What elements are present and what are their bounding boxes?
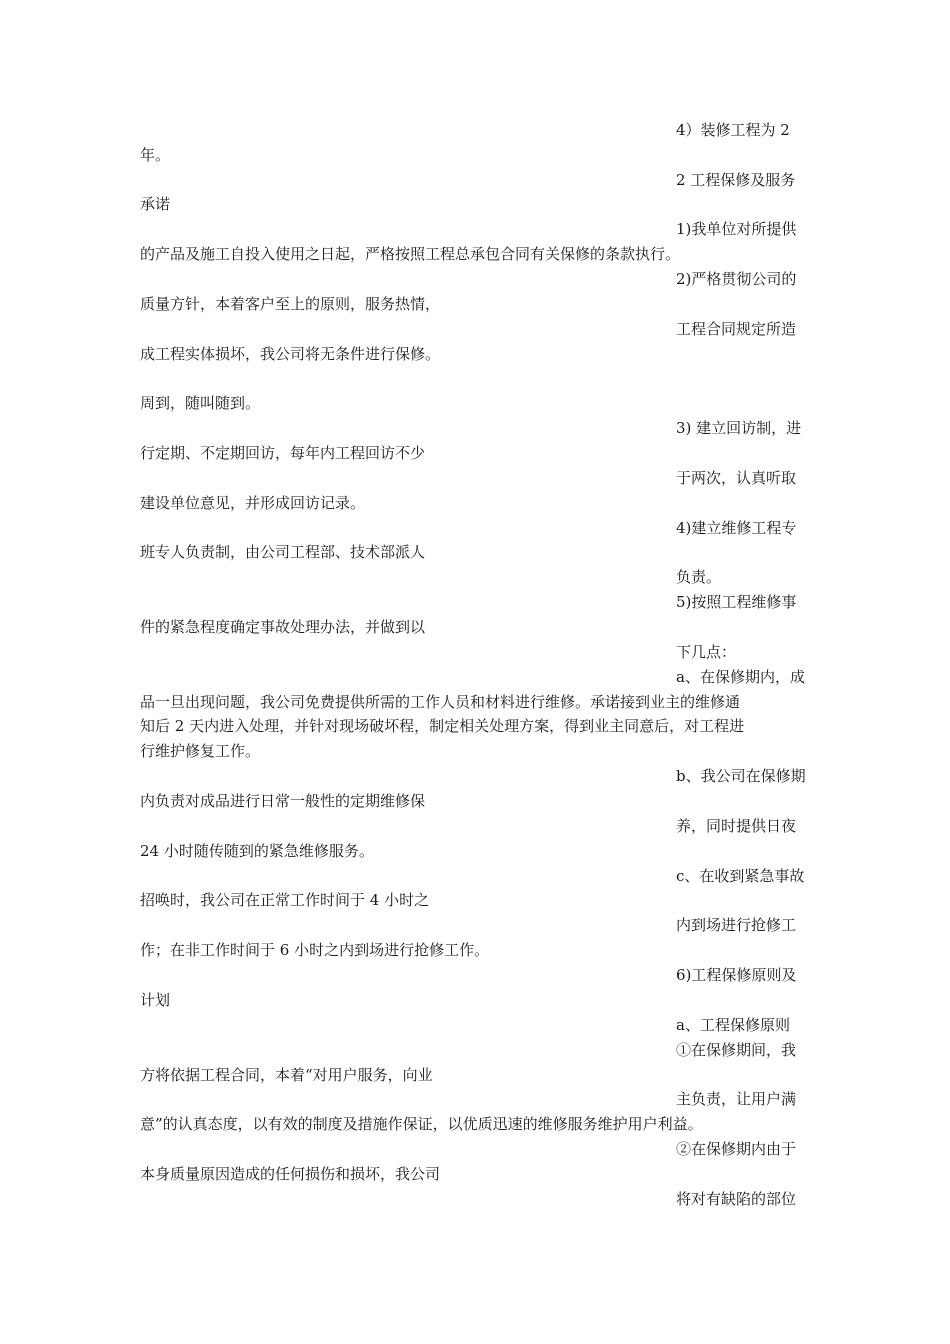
text-line: 4)建立维修工程专 [676,519,797,537]
text-line: 作；在非工作时间于 6 小时之内到场进行抢修工作。 [140,941,490,959]
text-line: 2 工程保修及服务 [676,171,796,189]
text-line: ①在保修期间，我 [676,1041,797,1059]
text-line: 计划 [140,991,171,1009]
text-line: 意”的认真态度，以有效的制度及措施作保证，以优质迅速的维修服务维护用户利益。 [140,1115,703,1133]
text-line: 方将依据工程合同，本着“对用户服务，向业 [140,1066,433,1084]
text-line: 班专人负责制，由公司工程部、技术部派人 [140,543,426,561]
text-line: ②在保修期内由于 [676,1140,797,1158]
text-line: 年。 [140,146,171,164]
text-line: 于两次，认真听取 [676,469,797,487]
text-line: 6)工程保修原则及 [676,966,797,984]
text-line: 主负责，让用户满 [676,1090,797,1108]
text-line: 的产品及施工自投入使用之日起，严格按照工程总承包合同有关保修的条款执行。 [140,245,681,263]
text-line: 4）装修工程为 2 [676,121,790,139]
text-line: 将对有缺陷的部位 [676,1190,797,1208]
text-line: 负责。 [676,568,722,586]
text-line: 2)严格贯彻公司的 [676,270,797,288]
text-line: 24 小时随传随到的紧急维修服务。 [140,842,374,860]
text-line: 品一旦出现问题，我公司免费提供所需的工作人员和材料进行维修。承诺接到业主的维修通 [140,693,741,711]
text-line: a、工程保修原则 [676,1016,790,1034]
text-line: 承诺 [140,195,171,213]
text-line: 工程合同规定所造 [676,320,797,338]
text-line: 建设单位意见，并形成回访记录。 [140,494,366,512]
text-line: 下几点： [676,643,737,661]
text-line: 知后 2 天内进入处理，并针对现场破坏程，制定相关处理方案，得到业主同意后，对工程进 [140,717,745,735]
text-line: 内负责对成品进行日常一般性的定期维修保 [140,792,426,810]
text-line: 招唤时，我公司在正常工作时间于 4 小时之 [140,891,430,909]
text-line: 质量方针，本着客户至上的原则，服务热情， [140,295,441,313]
text-line: 件的紧急程度确定事故处理办法，并做到以 [140,618,426,636]
text-line: 本身质量原因造成的任何损伤和损坏，我公司 [140,1165,441,1183]
text-line: 行定期、不定期回访，每年内工程回访不少 [140,444,426,462]
text-line: a、在保修期内，成 [676,668,805,686]
text-line: 行维护修复工作。 [140,742,261,760]
text-line: 周到，随叫随到。 [140,394,261,412]
text-line: 成工程实体损坏，我公司将无条件进行保修。 [140,345,441,363]
text-line: b、我公司在保修期 [676,767,806,785]
text-line: 养，同时提供日夜 [676,817,797,835]
text-line: 内到场进行抢修工 [676,916,797,934]
text-line: 1)我单位对所提供 [676,220,797,238]
text-line: 3) 建立回访制，进 [676,419,802,437]
text-line: c、在收到紧急事故 [676,867,805,885]
text-line: 5)按照工程维修事 [676,593,797,611]
